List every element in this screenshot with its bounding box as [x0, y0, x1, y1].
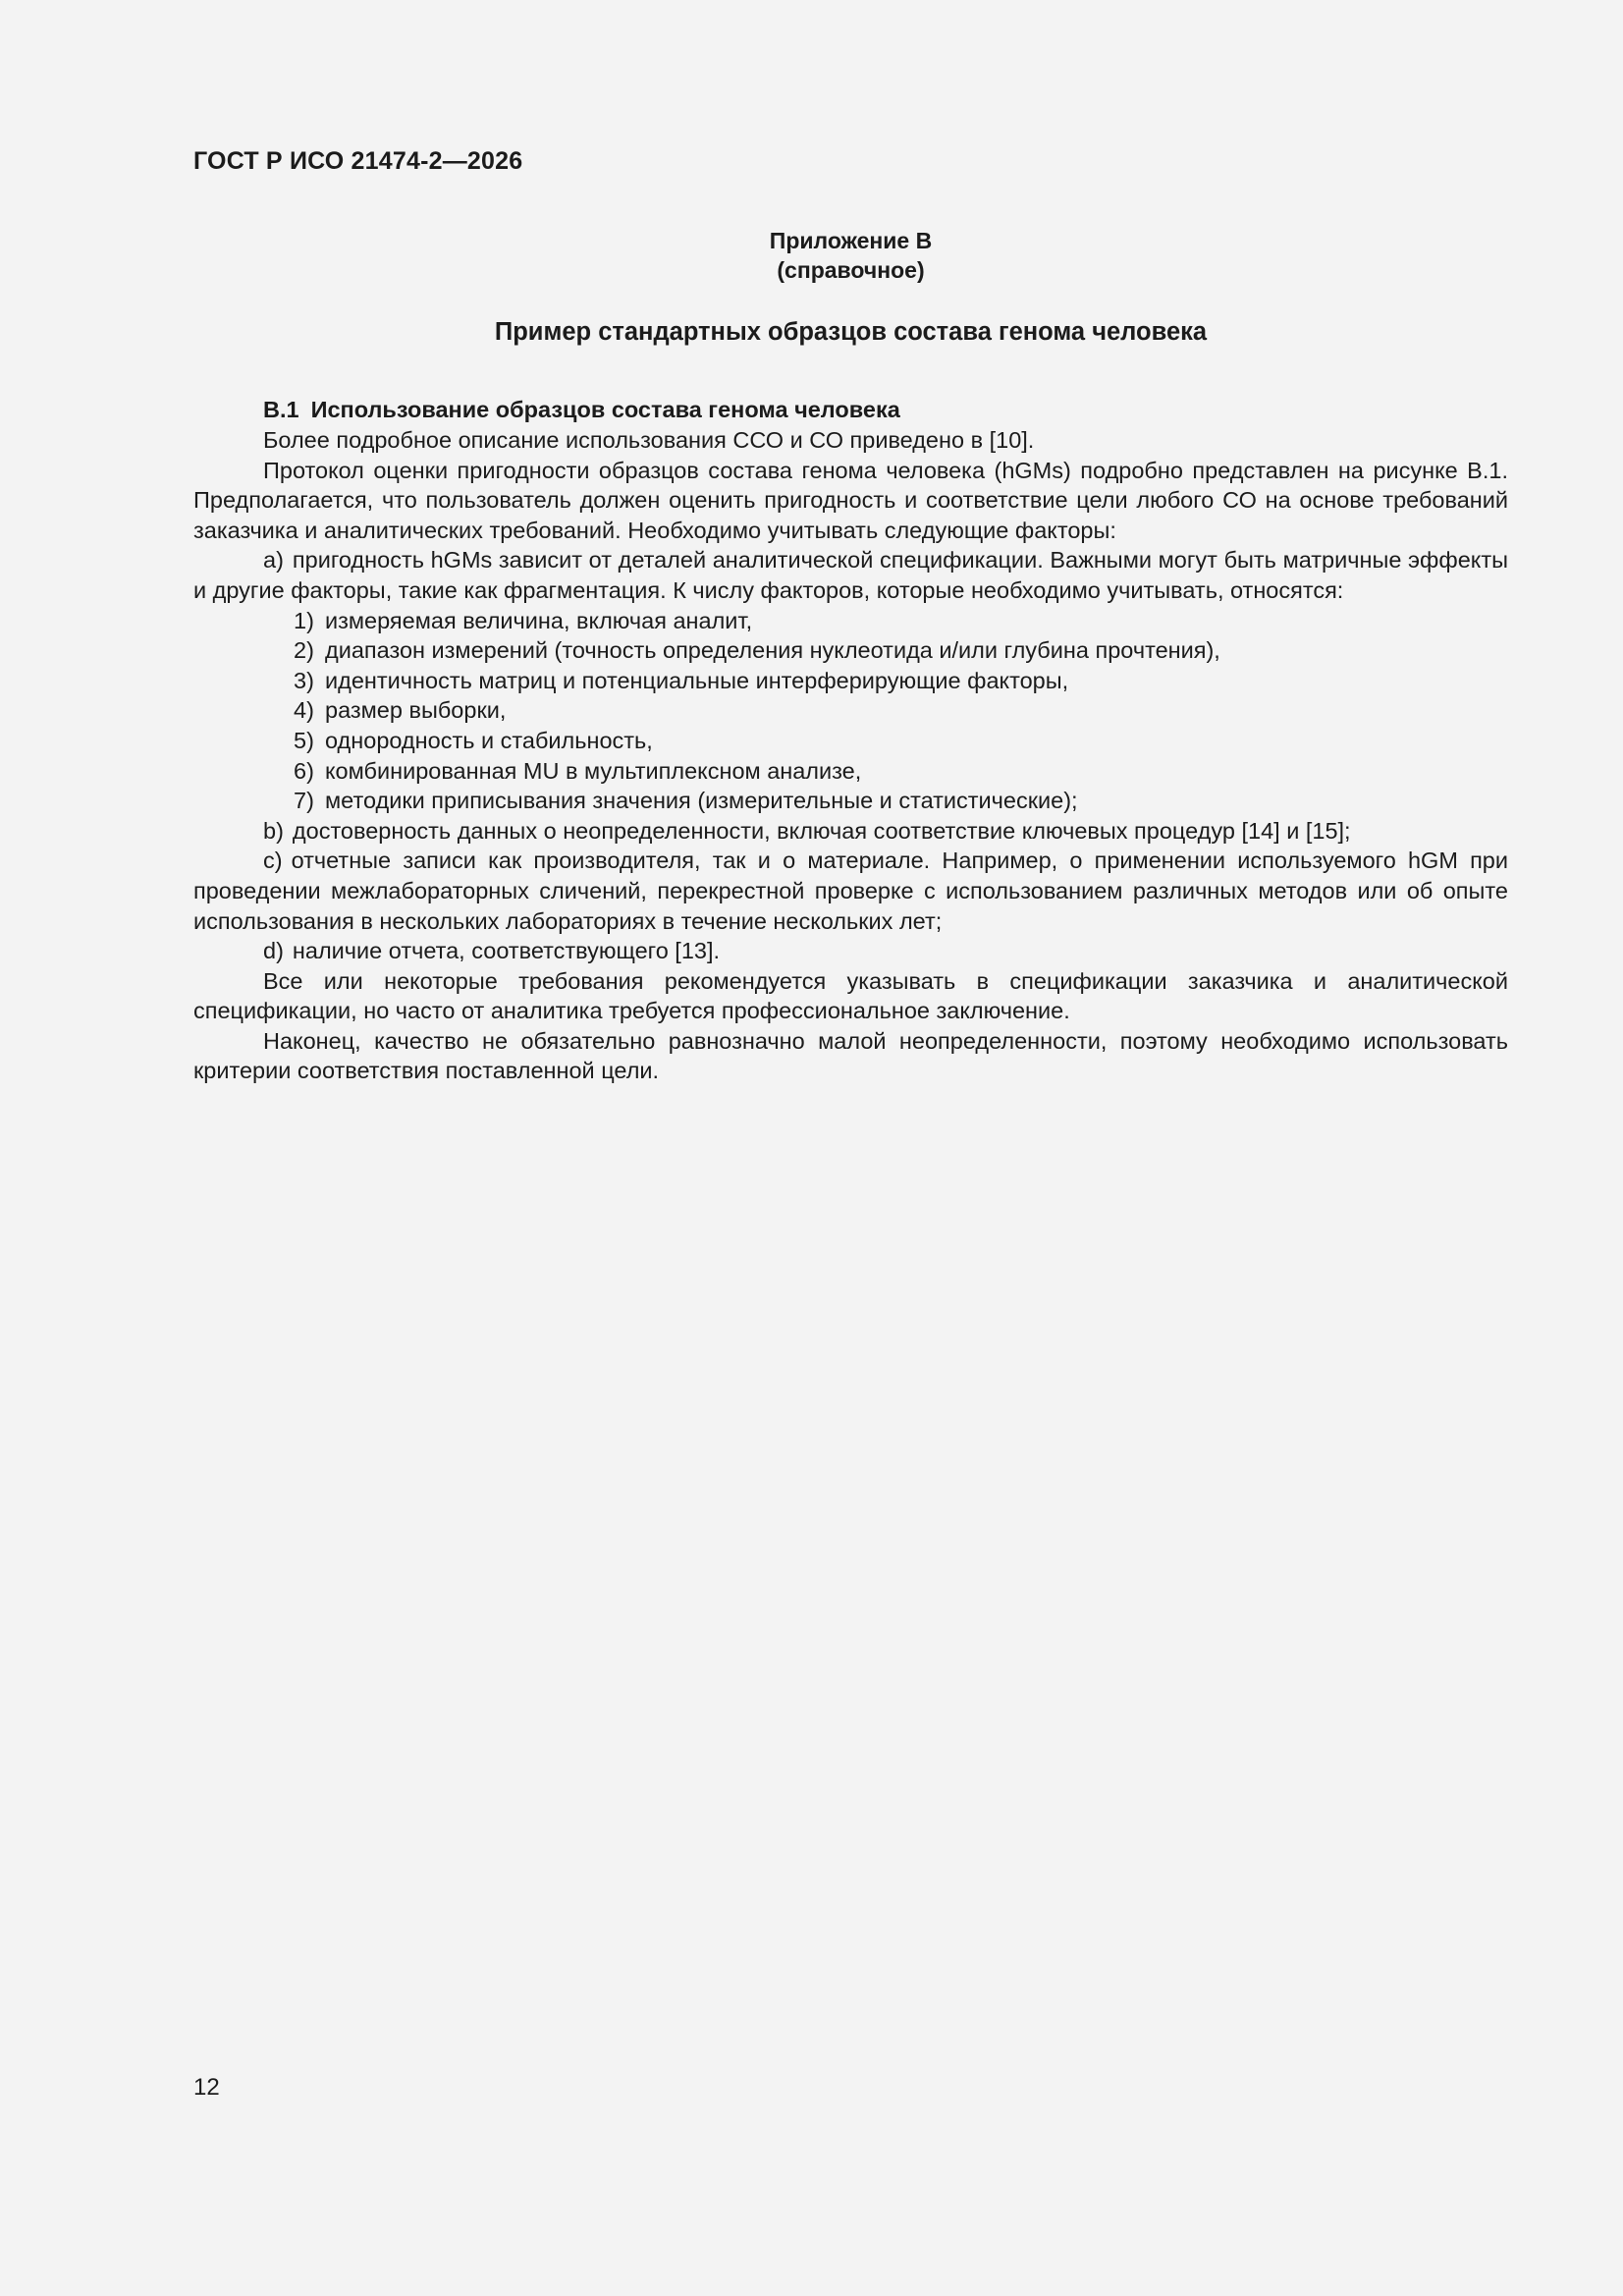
list-item-text: диапазон измерений (точность определения нуклеотида и/или глубина прочтения), — [325, 637, 1220, 664]
annex-title: Пример стандартных образцов состава генома человека — [494, 318, 1208, 346]
sub-list-item — [193, 666, 1508, 696]
list-item-text: размер выборки, — [325, 697, 507, 724]
list-item-b — [193, 816, 1508, 847]
list-item-text: комбинированная MU в мультиплексном анализе, — [325, 757, 862, 784]
list-marker: d) — [263, 938, 284, 964]
list-marker: 7) — [294, 788, 314, 814]
sub-list-item — [193, 606, 1508, 636]
list-marker: 5) — [294, 727, 314, 753]
list-marker: 4) — [294, 697, 314, 724]
list-item-text: достоверность данных о неопределенности, включая соответствие ключевых процедур [14] и [15]; — [292, 817, 1351, 844]
list-marker: c) — [263, 847, 283, 874]
sub-list-item — [193, 786, 1508, 816]
paragraph: Все или некоторые требования рекомендуется указывать в спецификации заказчика и аналитической спецификации, но часто от аналитика требуется профессиональное заключение. — [193, 967, 1508, 1024]
list-item-text: методики приписывания значения (измерительные и статистические); — [325, 788, 1078, 814]
sub-list-item — [193, 726, 1508, 756]
list-item-text: идентичность матриц и потенциальные интерферирующие факторы, — [325, 667, 1069, 693]
paragraph: Более подробное описание использования ССО и СО приведено в [10]. — [263, 427, 1035, 453]
list-marker: 6) — [294, 757, 314, 784]
list-item-text: измеряемая величина, включая аналит, — [325, 607, 753, 633]
section-title: Использование образцов состава генома человека — [310, 397, 900, 422]
document-body — [193, 395, 1508, 1086]
list-marker: 1) — [294, 607, 314, 633]
annex-label: Приложение В — [769, 228, 933, 253]
sub-list-item — [193, 635, 1508, 666]
annex-heading — [193, 226, 1508, 285]
sub-list-item — [193, 756, 1508, 787]
section-heading — [193, 395, 1508, 425]
paragraph: Протокол оценки пригодности образцов состава генома человека (hGMs) подробно представлен на рисунке В.1. Предполагается, что пользователь должен оценить пригодность и соответствие цели любого СО на основе требований заказчика и аналитических требований. Необходимо учитывать следующие факторы: — [193, 457, 1508, 543]
list-item-d — [193, 936, 1508, 966]
paragraph: Наконец, качество не обязательно равнозначно малой неопределенности, поэтому необходимо использовать критерии соответствия поставленной цели. — [193, 1027, 1508, 1084]
list-marker: a) — [263, 547, 284, 574]
list-item-text: однородность и стабильность, — [325, 727, 653, 753]
list-item-text: наличие отчета, соответствующего [13]. — [292, 938, 721, 964]
sub-list-item — [193, 695, 1508, 726]
list-item-a — [193, 545, 1508, 605]
document-code: ГОСТ Р ИСО 21474-2—2026 — [193, 147, 523, 175]
annex-status: (справочное) — [777, 257, 925, 283]
list-item-text: пригодность hGMs зависит от деталей аналитической спецификации. Важными могут быть матричные эффекты и другие факторы, такие как фрагментация. К числу факторов, которые необходимо учитывать, относятся: — [193, 547, 1508, 603]
page-number: 12 — [193, 2074, 220, 2101]
list-marker: 2) — [294, 637, 314, 664]
list-marker: 3) — [294, 667, 314, 693]
list-item-text: отчетные записи как производителя, так и о материале. Например, о применении используемого hGM при проведении межлабораторных сличений, перекрестной проверке с использованием различных методов или об опыте использования в нескольких лабораториях в течение нескольких лет; — [193, 847, 1508, 934]
list-item-c — [193, 846, 1508, 936]
list-marker: b) — [263, 817, 284, 844]
section-number: В.1 — [263, 397, 299, 422]
